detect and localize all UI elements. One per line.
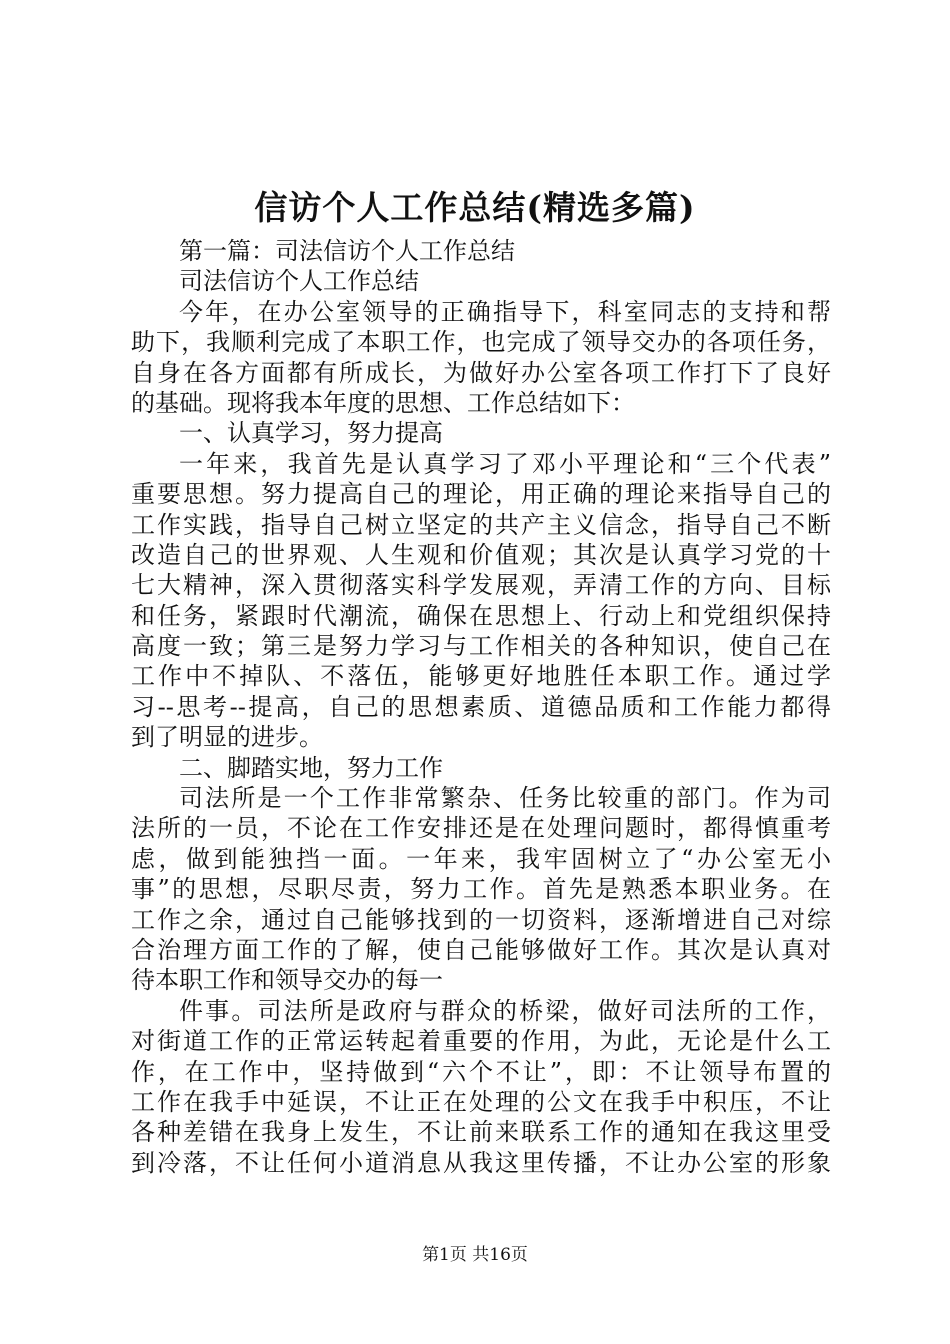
body-line: 助下，我顺利完成了本职工作，也完成了领导交办的各项任务， [131,328,831,357]
body-line: 工作之余，通过自己能够找到的一切资料，逐渐增进自己对综 [131,905,831,934]
body-line: 重要思想。努力提高自己的理论，用正确的理论来指导自己的 [131,480,831,509]
document-title: 信访个人工作总结(精选多篇) [254,188,696,227]
page-footer: 第1页 共16页 [422,1245,528,1265]
body-line: 司法信访个人工作总结 [179,267,419,296]
body-line: 工作在我手中延误，不让正在处理的公文在我手中积压，不让 [131,1087,831,1116]
document-body [131,236,831,1178]
body-line: 各种差错在我身上发生，不让前来联系工作的通知在我这里受 [131,1118,831,1147]
body-line: 到冷落，不让任何小道消息从我这里传播，不让办公室的形象 [131,1148,831,1177]
body-line: 虑，做到能独挡一面。一年来，我牢固树立了“办公室无小 [131,844,831,873]
body-line: 法所的一员，不论在工作安排还是在处理问题时，都得慎重考 [131,814,831,843]
body-line: 件事。司法所是政府与群众的桥梁，做好司法所的工作， [179,996,831,1025]
body-line: 和任务，紧跟时代潮流，确保在思想上、行动上和党组织保持 [131,601,831,630]
body-line: 今年，在办公室领导的正确指导下，科室同志的支持和帮 [179,297,831,326]
body-line: 七大精神，深入贯彻落实科学发展观，弄清工作的方向、目标 [131,571,831,600]
body-line: 习--思考--提高，自己的思想素质、道德品质和工作能力都得 [131,692,831,721]
body-line: 到了明显的进步。 [131,723,323,752]
body-line: 作，在工作中，坚持做到“六个不让”，即：不让领导布置的 [131,1057,831,1086]
body-line: 工作中不掉队、不落伍，能够更好地胜任本职工作。通过学 [131,662,831,691]
body-line: 一年来，我首先是认真学习了邓小平理论和“三个代表” [179,449,831,478]
body-line: 高度一致；第三是努力学习与工作相关的各种知识，使自己在 [131,632,831,661]
body-line: 改造自己的世界观、人生观和价值观；其次是认真学习党的十 [131,540,831,569]
body-line: 司法所是一个工作非常繁杂、任务比较重的部门。作为司 [179,784,831,813]
body-line: 的基础。现将我本年度的思想、工作总结如下： [131,388,635,417]
body-line: 二、脚踏实地，努力工作 [179,753,443,782]
body-line: 事”的思想，尽职尽责，努力工作。首先是熟悉本职业务。在 [131,875,831,904]
body-line: 待本职工作和领导交办的每一 [131,966,443,995]
body-line: 对街道工作的正常运转起着重要的作用，为此，无论是什么工 [131,1027,831,1056]
body-line: 第一篇：司法信访个人工作总结 [179,237,515,265]
body-line: 一、认真学习，努力提高 [179,419,443,448]
body-line: 自身在各方面都有所成长，为做好办公室各项工作打下了良好 [131,358,831,387]
body-line: 合治理方面工作的了解，使自己能够做好工作。其次是认真对 [131,935,831,964]
body-line: 工作实践，指导自己树立坚定的共产主义信念，指导自己不断 [131,510,831,539]
